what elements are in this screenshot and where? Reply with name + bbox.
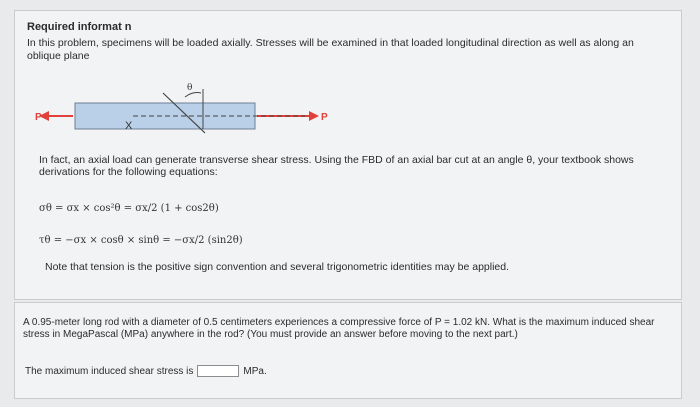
normal-stress-equation: σθ = σx × cos²θ = σx/2 (1 + cos2θ) — [39, 203, 219, 214]
shear-stress-answer-input[interactable] — [197, 365, 239, 377]
derivation-text: In fact, an axial load can generate transverse shear stress. Using the FBD of an axial bar cut at an angle θ, your textbook shows derivations for the following equations: — [39, 154, 634, 178]
left-load-label: P — [35, 112, 42, 123]
answer-unit: MPa. — [243, 365, 267, 377]
right-arrowhead-icon — [309, 111, 319, 121]
problem-statement: A 0.95-meter long rod with a diameter of 0.5 centimeters experiences a compressive force of P = 1.02 kN. What is the maximum induced shear stress in MegaPascal (MPa) anywhere in the rod? (You must provide an answer before moving to the next part.) — [23, 317, 655, 340]
section-x-label: X — [125, 120, 133, 132]
section-title: Required informat n — [27, 21, 132, 33]
answer-label: The maximum induced shear stress is — [25, 365, 194, 377]
axial-bar-figure — [35, 81, 335, 141]
angle-arc — [185, 93, 201, 98]
sign-convention-note: Note that tension is the positive sign convention and several trigonometric identities may be applied. — [45, 261, 510, 273]
shear-stress-equation: τθ = −σx × cosθ × sinθ = −σx/2 (sin2θ) — [39, 235, 243, 246]
right-load-label: P — [321, 112, 328, 123]
answer-row — [25, 365, 267, 377]
question-panel — [14, 302, 682, 399]
intro-text: In this problem, specimens will be loaded axially. Stresses will be examined in that loaded longitudinal direction as well as along an oblique plane — [27, 37, 634, 62]
angle-label: θ — [187, 83, 193, 93]
required-information-panel — [14, 10, 682, 300]
